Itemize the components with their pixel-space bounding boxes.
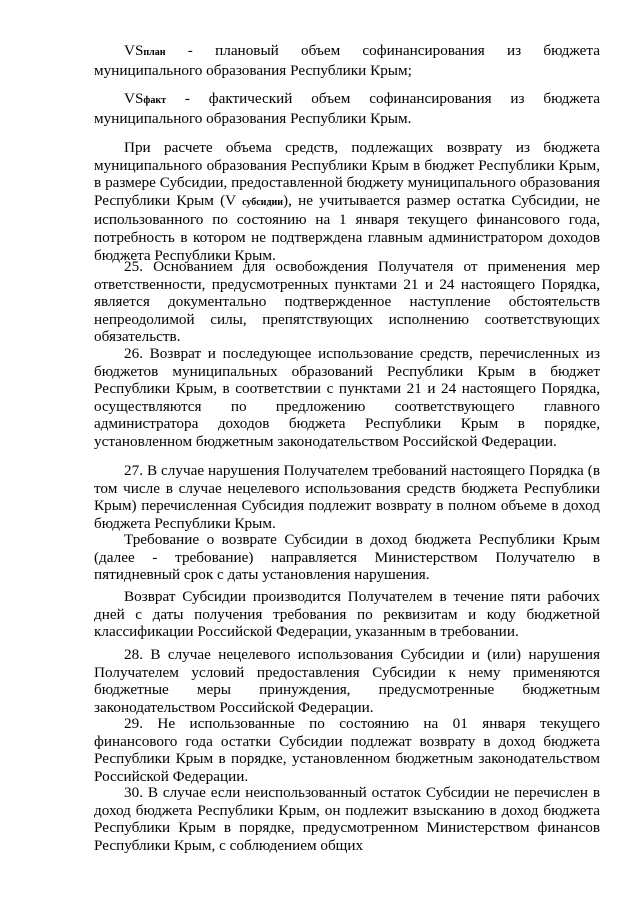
paragraph-27-return-text: Возврат Субсидии производится Получателем в течение пяти рабочих дней с даты получения требования по реквизитам и коду бюджетной классификации Российской Федерации, указанным в требовании. [94, 588, 600, 641]
vs-plan-variable: VS [124, 42, 144, 59]
vs-fact-subscript: факт [143, 95, 167, 106]
paragraph-29-text: 29. Не использованные по состоянию на 01 января текущего финансового года остатки Субсидии подлежат возврату в доход бюджета Республики Крым в порядке, установленном бюджетным законодательством Российской Федерации. [94, 715, 600, 785]
paragraph-27-requirement [94, 531, 600, 584]
vs-fact-variable: VS [124, 90, 144, 107]
paragraph-27 [94, 462, 600, 532]
paragraph-29 [94, 715, 600, 785]
paragraph-vs-plan [94, 42, 600, 79]
paragraph-30 [94, 784, 600, 854]
paragraph-26-text: 26. Возврат и последующее использование средств, перечисленных из бюджетов муниципальных образований Республики Крым в бюджет Республики Крым, в соответствии с пунктами 21 и 24 настоящего Порядка, осуществляются по предложению соответствующего главного администратора доходов бюджета Республики Крым в порядке, установленном бюджетным законодательством Российской Федерации. [94, 345, 600, 450]
vs-plan-text: - плановый объем софинансирования из бюджета муниципального образования Республики Крым; [94, 42, 600, 79]
paragraph-25 [94, 258, 600, 346]
vs-fact-text: - фактический объем софинансирования из бюджета муниципального образования Республики Крым. [94, 90, 600, 127]
paragraph-28-text: 28. В случае нецелевого использования Субсидии и (или) нарушения Получателем условий предоставления Субсидии к нему применяются бюджетные меры принуждения, предусмотренные бюджетным законодательством Российской Федерации. [94, 646, 600, 716]
paragraph-30-text: 30. В случае если неиспользованный остаток Субсидии не перечислен в доход бюджета Республики Крым, он подлежит взысканию в доход бюджета Республики Крым в порядке, предусмотренном Министерством финансов Республики Крым, с соблюдением общих [94, 784, 600, 854]
paragraph-26 [94, 345, 600, 451]
paragraph-27-return [94, 588, 600, 641]
paragraph-vs-fact [94, 90, 600, 127]
paragraph-27-requirement-text: Требование о возврате Субсидии в доход бюджета Республики Крым (далее - требование) направляется Министерством Получателю в пятидневный срок с даты установления нарушения. [94, 531, 600, 584]
paragraph-25-text: 25. Основанием для освобождения Получателя от применения мер ответственности, предусмотренных пунктами 21 и 24 настоящего Порядка, является документально подтвержденное наступление обстоятельств непреодолимой силы, препятствующих исполнению соответствующих обязательств. [94, 258, 600, 346]
calculation-subscript: субсидии [242, 196, 284, 208]
paragraph-28 [94, 646, 600, 716]
paragraph-27-text: 27. В случае нарушения Получателем требований настоящего Порядка (в том числе в случае нецелевого использования средств бюджета Республики Крым) перечисленная Субсидия подлежит возврату в полном объеме в доход бюджета Республики Крым. [94, 462, 600, 532]
vs-plan-subscript: план [143, 47, 166, 58]
calculation-text-b: ), не учитывается размер остатка Субсидии, не использованного по состоянию на 1 января текущего финансового года, потребность в котором не подтверждена главным администратором доходов бюджета Республики Крым. [94, 191, 600, 264]
paragraph-calculation [94, 139, 600, 264]
calculation-text-a: При расчете объема средств, подлежащих возврату из бюджета муниципального образования Республики Крым в бюджет Республики Крым, в размере Субсидии, предоставленной бюджету муниципального образования Республики Крым (V [94, 139, 600, 209]
